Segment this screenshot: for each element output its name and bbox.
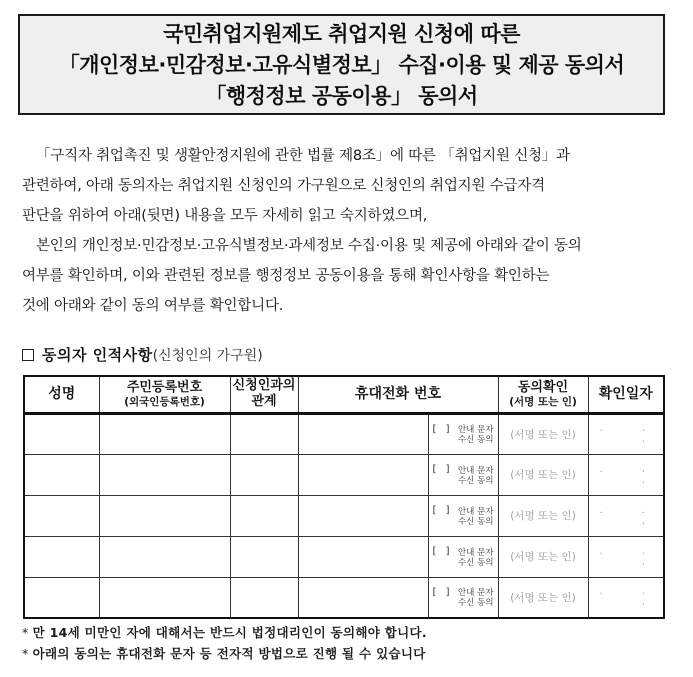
sms-label-line-2: 수신 동의 (457, 557, 494, 568)
phone-cell[interactable] (298, 495, 428, 536)
sms-label-line-2: 수신 동의 (457, 475, 494, 486)
resident-number-cell[interactable] (99, 454, 230, 495)
header-relation (230, 376, 298, 413)
name-cell[interactable] (24, 454, 99, 495)
sms-consent-checkbox[interactable]: [ ] (432, 423, 453, 435)
header-relation-line-1: 신청인과의 (232, 378, 296, 394)
table-row (24, 536, 664, 577)
signature-cell[interactable]: (서명 또는 인) (498, 454, 588, 495)
date-cell[interactable]: . . . (588, 454, 664, 495)
paragraph-1-line-3: 판단을 위하여 아래(뒷면) 내용을 모두 자세히 읽고 숙지하였으며, (22, 208, 428, 224)
sms-label-line-1: 안내 문자 (457, 588, 494, 599)
phone-cell[interactable] (298, 413, 428, 454)
title-line-1: 국민취업지원제도 취업지원 신청에 따른 (163, 21, 520, 46)
sms-consent-checkbox[interactable]: [ ] (432, 504, 453, 516)
paragraph-1-line-2: 관련하여, 아래 동의자는 취업지원 신청인의 가구원으로 신청인의 취업지원 수급자격 (22, 178, 545, 194)
date-cell[interactable]: . . . (588, 536, 664, 577)
section-subtitle: (신청인의 가구원) (152, 348, 263, 364)
date-cell[interactable]: . . . (588, 413, 664, 454)
intro-paragraph-1 (22, 141, 670, 231)
name-cell[interactable] (24, 495, 99, 536)
date-cell[interactable]: . . . (588, 577, 664, 618)
header-phone: 휴대전화 번호 (298, 376, 498, 413)
sms-consent-label (458, 505, 494, 527)
sms-consent-checkbox[interactable]: [ ] (432, 463, 453, 475)
sms-consent-checkbox[interactable]: [ ] (432, 586, 453, 598)
name-cell[interactable] (24, 413, 99, 454)
date-cell[interactable]: . . . (588, 495, 664, 536)
signature-cell[interactable]: (서명 또는 인) (498, 495, 588, 536)
sms-consent-label (458, 423, 494, 445)
asterisk-icon: * (22, 625, 29, 640)
section-title: 동의자 인적사항 (42, 346, 153, 364)
sms-consent-cell[interactable] (428, 454, 498, 495)
footnote-1-text: 만 14세 미만인 자에 대해서는 반드시 법정대리인이 동의해야 합니다. (32, 625, 427, 640)
relation-cell[interactable] (230, 577, 298, 618)
sms-consent-cell[interactable] (428, 536, 498, 577)
resident-number-cell[interactable] (99, 495, 230, 536)
sms-label-line-1: 안내 문자 (457, 506, 494, 517)
signature-cell[interactable]: (서명 또는 인) (498, 536, 588, 577)
header-name: 성명 (24, 376, 99, 413)
table-header-row (24, 376, 664, 413)
sms-label-line-2: 수신 동의 (457, 598, 494, 609)
footnote-1 (22, 622, 427, 643)
sms-consent-cell[interactable] (428, 577, 498, 618)
title-line-3: 「행정정보 공동이용」 동의서 (205, 83, 478, 108)
relation-cell[interactable] (230, 454, 298, 495)
name-cell[interactable] (24, 536, 99, 577)
header-date: 확인일자 (588, 376, 664, 413)
sms-consent-label (458, 546, 494, 568)
table-row (24, 454, 664, 495)
sms-label-line-1: 안내 문자 (457, 547, 494, 558)
asterisk-icon: * (22, 646, 29, 661)
consenter-table (23, 375, 665, 619)
phone-cell[interactable] (298, 536, 428, 577)
header-relation-line-2: 관계 (251, 394, 277, 410)
resident-number-cell[interactable] (99, 577, 230, 618)
title-line-2: 「개인정보·민감정보·고유식별정보」 수집·이용 및 제공 동의서 (58, 52, 625, 77)
sms-label-line-2: 수신 동의 (457, 435, 494, 445)
empty-square-icon (22, 349, 34, 361)
section-heading (22, 344, 263, 365)
paragraph-1-line-1: 「구직자 취업촉진 및 생활안정지원에 관한 법률 제8조」에 따른 「취업지원 신청」과 (36, 148, 570, 164)
signature-cell[interactable]: (서명 또는 인) (498, 413, 588, 454)
resident-number-cell[interactable] (99, 413, 230, 454)
sms-consent-cell[interactable] (428, 495, 498, 536)
header-consent-label: 동의확인 (517, 379, 569, 395)
header-consent-sub: (서명 또는 인) (509, 395, 577, 408)
relation-cell[interactable] (230, 536, 298, 577)
resident-number-cell[interactable] (99, 536, 230, 577)
footnotes (22, 622, 427, 664)
header-resident-number-label: 주민등록번호 (126, 379, 203, 395)
sms-consent-cell[interactable] (428, 413, 498, 454)
relation-cell[interactable] (230, 413, 298, 454)
sms-consent-checkbox[interactable]: [ ] (432, 545, 453, 557)
paragraph-2-line-2: 여부를 확인하며, 이와 관련된 정보를 행정정보 공동이용을 통해 확인사항을 확인하는 (22, 268, 550, 284)
document-title-box (18, 14, 665, 115)
phone-cell[interactable] (298, 577, 428, 618)
sms-label-line-1: 안내 문자 (457, 425, 494, 435)
footnote-2-text: 아래의 동의는 휴대전화 문자 등 전자적 방법으로 진행 될 수 있습니다 (32, 646, 426, 661)
intro-paragraph-2 (22, 231, 670, 321)
relation-cell[interactable] (230, 495, 298, 536)
paragraph-2-line-3: 것에 아래와 같이 동의 여부를 확인합니다. (22, 298, 284, 314)
sms-consent-label (458, 464, 494, 486)
sms-consent-label (458, 586, 494, 608)
header-foreigner-number-label: (외국인등록번호) (124, 395, 205, 408)
sms-label-line-2: 수신 동의 (457, 516, 494, 527)
table-row (24, 495, 664, 536)
header-resident-number (99, 376, 230, 413)
paragraph-2-line-1: 본인의 개인정보·민감정보·고유식별정보·과세정보 수집·이용 및 제공에 아래와 같이 동의 (36, 238, 582, 254)
header-consent (498, 376, 588, 413)
signature-cell[interactable]: (서명 또는 인) (498, 577, 588, 618)
phone-cell[interactable] (298, 454, 428, 495)
name-cell[interactable] (24, 577, 99, 618)
table-row (24, 413, 664, 454)
sms-label-line-1: 안내 문자 (457, 465, 494, 476)
footnote-2 (22, 643, 427, 664)
table-row (24, 577, 664, 618)
